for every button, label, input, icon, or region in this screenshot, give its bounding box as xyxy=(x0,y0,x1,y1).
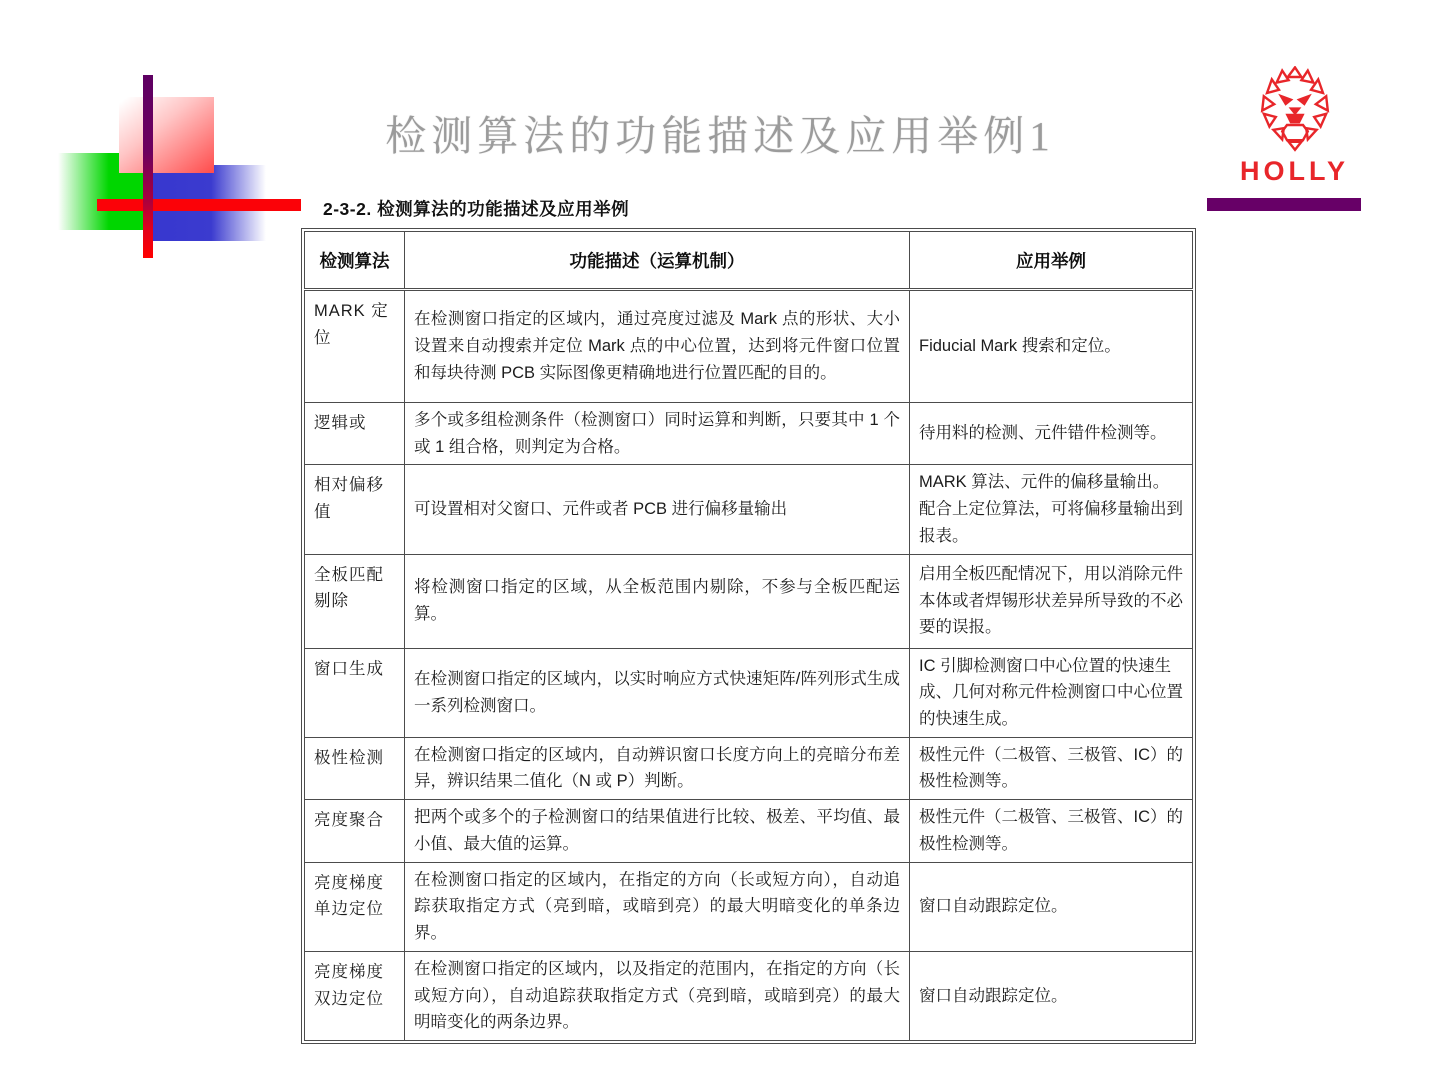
cell-description: 在检测窗口指定的区域内，以及指定的范围内，在指定的方向（长或短方向），自动追踪获取指定方式（亮到暗，或暗到亮）的最大明暗变化的两条边界。 xyxy=(405,951,910,1040)
cell-description: 在检测窗口指定的区域内，通过亮度过滤及 Mark 点的形状、大小设置来自动搜索并定位 Mark 点的中心位置，达到将元件窗口位置和每块待测 PCB 实际图像更精确地进行位置匹配的目的。 xyxy=(405,290,910,403)
cell-description: 多个或多组检测条件（检测窗口）同时运算和判断，只要其中 1 个或 1 组合格，则判定为合格。 xyxy=(405,403,910,465)
cell-description: 在检测窗口指定的区域内，以实时响应方式快速矩阵/阵列形式生成一系列检测窗口。 xyxy=(405,648,910,737)
table-row xyxy=(305,290,1193,403)
table-row xyxy=(305,648,1193,737)
table-row xyxy=(305,554,1193,648)
decor-purple-vertical-bar xyxy=(143,75,153,258)
table-row xyxy=(305,862,1193,951)
table-row xyxy=(305,465,1193,554)
lion-icon xyxy=(1255,66,1335,152)
table-row xyxy=(305,951,1193,1040)
table-header-row xyxy=(305,232,1193,290)
logo-purple-underline xyxy=(1207,198,1361,211)
cell-algorithm: 亮度梯度双边定位 xyxy=(305,951,405,1040)
cell-algorithm: 极性检测 xyxy=(305,737,405,799)
cell-description: 在检测窗口指定的区域内，自动辨识窗口长度方向上的亮暗分布差异，辨识结果二值化（N 或 P）判断。 xyxy=(405,737,910,799)
cell-example: 启用全板匹配情况下，用以消除元件本体或者焊锡形状差异所导致的不必要的误报。 xyxy=(910,554,1193,648)
cell-example: 极性元件（二极管、三极管、IC）的极性检测等。 xyxy=(910,737,1193,799)
cell-description: 在检测窗口指定的区域内，在指定的方向（长或短方向），自动追踪获取指定方式（亮到暗，或暗到亮）的最大明暗变化的单条边界。 xyxy=(405,862,910,951)
header-description: 功能描述（运算机制） xyxy=(405,232,910,290)
cell-example: 窗口自动跟踪定位。 xyxy=(910,862,1193,951)
slide-title: 检测算法的功能描述及应用举例1 xyxy=(385,113,1055,159)
cell-example: IC 引脚检测窗口中心位置的快速生成、几何对称元件检测窗口中心位置的快速生成。 xyxy=(910,648,1193,737)
cell-example: Fiducial Mark 搜索和定位。 xyxy=(910,290,1193,403)
cell-algorithm: 相对偏移值 xyxy=(305,465,405,554)
header-example: 应用举例 xyxy=(910,232,1193,290)
cell-algorithm: 全板匹配剔除 xyxy=(305,554,405,648)
table-row xyxy=(305,737,1193,799)
cell-description: 可设置相对父窗口、元件或者 PCB 进行偏移量输出 xyxy=(405,465,910,554)
holly-logo xyxy=(1222,66,1367,187)
cell-description: 将检测窗口指定的区域，从全板范围内剔除，不参与全板匹配运算。 xyxy=(405,554,910,648)
logo-wordmark: HOLLY xyxy=(1239,156,1349,186)
cell-algorithm: 逻辑或 xyxy=(305,403,405,465)
cell-example: 待用料的检测、元件错件检测等。 xyxy=(910,403,1193,465)
decor-pink-block xyxy=(119,97,214,173)
cell-description: 把两个或多个的子检测窗口的结果值进行比较、极差、平均值、最小值、最大值的运算。 xyxy=(405,800,910,862)
cell-algorithm: 亮度聚合 xyxy=(305,800,405,862)
cell-algorithm: MARK 定位 xyxy=(305,290,405,403)
cell-example: 窗口自动跟踪定位。 xyxy=(910,951,1193,1040)
cell-algorithm: 亮度梯度单边定位 xyxy=(305,862,405,951)
decor-red-horizontal-bar xyxy=(97,199,301,211)
cell-example: MARK 算法、元件的偏移量输出。配合上定位算法，可将偏移量输出到报表。 xyxy=(910,465,1193,554)
header-algorithm: 检测算法 xyxy=(305,232,405,290)
cell-algorithm: 窗口生成 xyxy=(305,648,405,737)
cell-example: 极性元件（二极管、三极管、IC）的极性检测等。 xyxy=(910,800,1193,862)
algorithm-table xyxy=(301,228,1196,1044)
table-row xyxy=(305,800,1193,862)
section-heading: 2-3-2. 检测算法的功能描述及应用举例 xyxy=(323,199,630,219)
table-row xyxy=(305,403,1193,465)
